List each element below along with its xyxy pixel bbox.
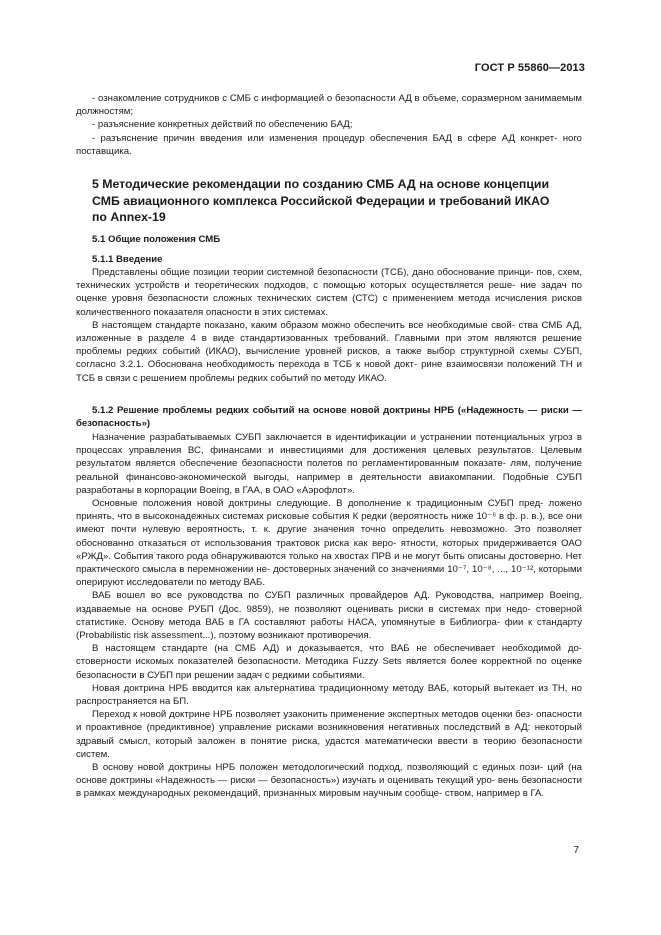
paragraph: Переход к новой доктрине НРБ позволяет узаконить применение экспертных методов оценки без- опасности и проактивное (предиктивное) управление рисками возникновения негативных последствий в АД: некоторый здравый смысл, который заложен в понятие риска, удастся математически ввести в теорию безопасности систем. — [76, 709, 582, 760]
paragraph: Назначение разрабатываемых СУБП заключается в идентификации и устранении потенциальных угроз в процессах управления ВС, финансами и инвестициями для достижения целевых результатов. Целевым результатом является обеспечение безопасности полетов по регламентированным показате- лям, получение реальной финансово-экономической выгоды, например в деятельности авиакомпании. Подобные СУБП разработаны в корпорации Boeing, в ГАА, в ОАО «Аэрофлот». — [76, 432, 582, 496]
standard-number: ГОСТ Р 55860—2013 — [474, 62, 585, 74]
paragraph: В настоящем стандарте (на СМБ АД) и доказывается, что ВАБ не обеспечивает необходимой до- стоверности искомых показателей безопасности. Методика Fuzzy Sets является более корректной по оценке безопасности в СУБП при решении задач с редкими событиями. — [76, 643, 582, 681]
subsection-5-1-2-body — [76, 431, 582, 801]
bullet-3-text: - разъяснение причин введения или изменения процедур обеспечения БАД в сфере АД конкрет- ного поставщика. — [76, 132, 582, 157]
paragraph: Представлены общие позиции теории системной безопасности (ТСБ), дано обоснование принци- пов, схем, технических устройств и теоретических подходов, с помощью которых осуществляется реше- ние задач по оценке уровня безопасности сложных технических систем (СТС) с применением метода исчисления рисков количественного показателя опасности в этих системах. — [76, 267, 582, 318]
subsection-5-1-2-title: 5.1.2 Решение проблемы редких событий на основе новой доктрины НРБ («Надежность — риски — безопасность») — [76, 405, 582, 430]
subsection-5-1-1-title: 5.1.1 Введение — [92, 254, 163, 265]
page-number: 7 — [573, 845, 579, 856]
paragraph: В настоящем стандарте показано, каким образом можно обеспечить все необходимые свой- ства СМБ АД, изложенные в разделе 4 в виде стандартизованных требований. Главными при этом являются решение проблемы редких событий (ИКАО), вычисление уровней рисков, а также выбор структурной схемы СУБП, согласно 3.2.1. Обоснована необходимость перехода в ТСБ к новой докт- рине взаимосвязи положений ТН и ТСБ в связи с решением проблемы редких событий по методу ИКАО. — [76, 319, 582, 384]
section-5-title: 5 Методические рекомендации по созданию СМБ АД на основе концепции СМБ авиационного комплекса Российской Федерации и требований ИКАО по Annex-19 — [92, 177, 550, 225]
subsection-5-1-title: 5.1 Общие положения СМБ — [92, 234, 221, 245]
paragraph: Основные положения новой доктрины следующие. В дополнение к традиционным СУБП пред- ложено принять, что в высоконадежных системах рисковые события К редки (вероятность ниже 10⁻⁶ в ф. р. в.), все они имеют почти нулевую вероятность, т. к. другие значения точно определить невозможно. Это позволяет обоснованно отказаться от использования трактовок риска как веро- ятности, которых придерживается ОАО «РЖД». События такого рода обнаруживаются только на хвостах ПРВ и не могут быть описаны достоверно. Нет практического смысла в перемножении не- достоверных значений со значениями 10⁻⁷, 10⁻⁸, ..., 10⁻¹², которыми оперируют исследователи по методу ВАБ. — [76, 498, 582, 589]
paragraph: Новая доктрина НРБ вводится как альтернатива традиционному методу ВАБ, который вытекает из ТН, но распространяется на БП. — [76, 682, 582, 708]
bullet-3 — [76, 132, 582, 158]
bullet-2 — [76, 118, 582, 131]
intro-bullets — [76, 92, 582, 158]
bullet-1-text: - ознакомление сотрудников с СМБ с информацией о безопасности АД в объеме, соразмерном занимаемым должностям; — [76, 93, 582, 118]
subsection-5-1-1-body — [76, 266, 582, 385]
bullet-2-text: - разъяснение конкретных действий по обеспечению БАД; — [92, 119, 353, 131]
bullet-1 — [76, 92, 582, 118]
paragraph: В основу новой доктрины НРБ положен методологический подход, позволяющий с единых пози- ций (на основе доктрины «Надежность — риски — безопасность») изучать и оценивать текущий уро- вень безопасности в рамках международных рекомендаций, признанных мировым научным сообще- ством, например в ГА. — [76, 762, 582, 800]
paragraph: ВАБ вошел во все руководства по СУБП различных провайдеров АД. Руководства, например Boeing, издаваемые на основе РУБП (Дос. 9859), не позволяют оценивать риски в системах при недо- стоверной статистике. Основу метода ВАБ в ГА составляют работы НАСА, упомянутые в Библиогра- фии к стандарту (Probabilistic risk assessment...), поэтому возникают противоречия. — [76, 590, 582, 642]
